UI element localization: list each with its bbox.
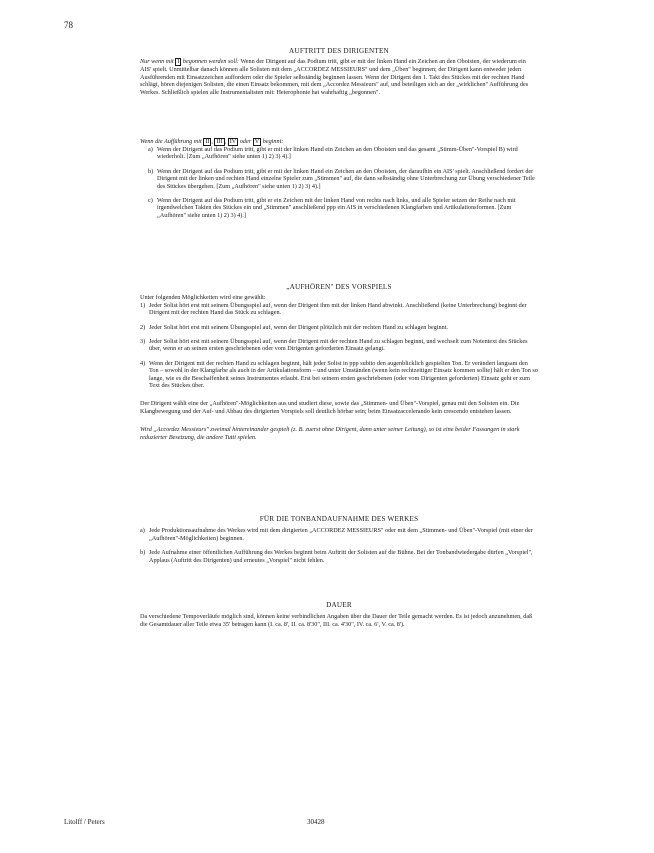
section-auftritt (140, 48, 538, 96)
list-item (140, 197, 538, 219)
list-item (140, 527, 538, 542)
item-text: Wenn der Dirigent mit der rechten Hand zu schlagen beginnt, hält jeder Solist in ppp subito den augenblicklich gespielten Ton. Er verändert langsam den Ton – sowohl in der Klangfarbe als auch in der Artikulationsform – und unter Umständen (wenn kein rechtzeitiger Einsatz kommen sollte) hält er den Ton so lange, wie es die Beschaffenheit seines Instrumentes erlaubt. Erst bei seinem ersten geschriebenen (oder vom Dirigenten geforderten) Einsatz geht er zum Text des Stückes über. (149, 359, 538, 390)
list-item (140, 549, 538, 564)
aufhoeren-italic-note: Wird „Accordez Messieurs" zweimal hintereinander gespielt (z. B. zuerst ohne Dirigent, dann unter seiner Leitung), so ist eine beider Fassungen in stark reduzierter Besetzung, die andere Tutti spielen. (140, 426, 520, 441)
item-text: Jeder Solist hört erst mit seinem Übungsspiel auf, wenn der Dirigent ihm mit der linken Hand abwinkt. Anschließend (keine Unterbrechung) beginnt der Dirigent mit der rechten Hand das Stück zu schlagen. (149, 301, 527, 317)
item-text: Jede Aufnahme einer öffentlichen Aufführung des Werkes beginnt beim Auftritt der Solisten auf die Bühne. Bei der Tonbandwiedergabe dürfen „Vorspiel", Applaus (Auftritt des Dirigenten) und erneutes „Vorspiel" nicht fehlen. (149, 549, 533, 564)
item-text: Jede Produktionsaufnahme des Werkes wird mit dem dirigierten „ACCORDEZ MESSIEURS" oder mit dem „Stimmen- und Üben"-Vorspiel (mit einer der „Aufhören"-Möglichkeiten) beginnen. (149, 527, 533, 542)
item-text: Wenn der Dirigent auf das Podium tritt, gibt er mit der linken Hand ein Zeichen an den Oboisten und das gesamt „Stimm-Üben"-Vorspiel B) wird wiederholt. [Zum „Aufhören" siehe unten 1) 2) 3) 4).] (157, 146, 518, 161)
item-label: b) (148, 167, 154, 175)
item-label: a) (148, 146, 153, 153)
heading-auftritt: AUFTRITT DES DIRIGENTEN (289, 47, 389, 55)
part-box-5: V (254, 138, 260, 145)
page-number: 78 (64, 20, 73, 30)
item-label: 1) (140, 301, 146, 309)
item-text: Wenn der Dirigent auf das Podium tritt, gibt er mit der linken Hand ein Zeichen an den Oboisten, der daraufhin ein AIS' spielt. Anschließend fordert der Dirigent mit der linken und rechten Hand einzelne Spieler zum „Stimmen" auf, die dann selbständig ohne Unterbrechung zur Übung verschiedener Teile des Stückes übergehen. [Zum „Aufhören" siehe unten 1) 2) 3) 4).] (157, 167, 535, 190)
item-label: c) (148, 197, 153, 205)
item-text: Jeder Solist hört erst mit seinem Übungsspiel auf, wenn der Dirigent plötzlich mit der rechten Hand zu schlagen beginnt. (149, 323, 448, 331)
auftritt-body: Wenn der Dirigent auf das Podium tritt, gibt er mit der linken Hand ein Zeichen an den Oboisten, der wiederum ein AIS' spielt. Unmittelbar danach können alle Solisten mit dem „ACCORDEZ MESSIEURS" und dem „Üben" beginnen; der Dirigent kann entweder jeden Ausführenden mit Einsatzzeichen auffordern oder die Spieler selbständig beginnen lassen. Wenn der Dirigent den 1. Takt des Stückes mit der rechten Hand schlägt, hören diejenigen Solisten, die einen Einsatz bekommen, mit dem „Accordez Messieurs" auf, und beteiligen sich an der „wirklichen" Aufführung des Werkes. Schließlich spielen alle Instrumentalisten mit: Heterophonie hat wahrhaftig „begonnen". (140, 58, 529, 96)
part-box-3: III (216, 138, 223, 145)
part-box-4: IV (229, 138, 237, 145)
options-lead-end: beginnt: (262, 138, 284, 145)
dauer-body: Da verschiedene Tempoverläufe möglich sind, können keine verbindlichen Angaben über die Dauer der Teile gemacht werden. Es ist jedoch anzunehmen, daß die Gesamtdauer aller Teile etwa 35' betragen kann (I. ca. 8', II. ca. 8'30", III. ca. 4'30", IV. ca. 6', V. ca. 8'). (140, 613, 533, 628)
separator-oder: oder (239, 138, 252, 145)
list-item (140, 338, 538, 353)
section-aufhoeren (140, 284, 538, 441)
heading-dauer: DAUER (326, 601, 352, 609)
list-item (140, 324, 538, 331)
item-label: 3) (140, 338, 146, 346)
heading-tonband: FÜR DIE TONBANDAUFNAHME DES WERKES (259, 515, 419, 523)
list-item (140, 146, 538, 161)
aufhoeren-intro: Unter folgenden Möglichkeiten wird eine gewählt: (140, 294, 266, 302)
publisher: Litolff / Peters (64, 818, 105, 826)
item-text: Wenn der Dirigent auf das Podium tritt, gibt er ein Zeichen mit der linken Hand von rechts nach links, und alle Spieler setzen der Reihe nach mit irgendwelchen Takten des Stückes ein und „Stimmen" anschließend ppp ein AIS in verschiedenen Klangfarben und Artikulationsformen. [Zum „Aufhören" siehe unten 1) 2) 3) 4).] (157, 197, 516, 219)
list-item (140, 360, 538, 390)
part-box-1: I (177, 58, 180, 66)
heading-aufhoeren: „AUFHÖREN" DES VORSPIELS (286, 283, 392, 291)
plate-number: 30428 (307, 818, 325, 826)
section-tonband (140, 516, 538, 564)
paragraph-auftritt (140, 58, 538, 96)
item-label: b) (140, 549, 146, 557)
options-lead (140, 138, 538, 146)
lead-italic-2: begonnen werden soll: (182, 58, 239, 66)
item-label: 4) (140, 359, 146, 367)
section-options (140, 138, 538, 219)
item-label: a) (140, 527, 145, 535)
part-box-2: II (205, 138, 210, 145)
aufhoeren-paragraph: Der Dirigent wählt eine der „Aufhören"-Möglichkeiten aus und studiert diese, sowie das „Stimmen- und Üben"-Vorspiel, genau mit den Solisten ein. Die Klangbewegung und der Auf- und Abbau des dirigierten Vorspiels soll deutlich hörbar sein; beim Einsatzaccelerando kein crescendo entstehen lassen. (140, 400, 520, 415)
item-text: Jeder Solist hört erst mit seinem Übungsspiel auf, wenn der Dirigent mit der rechten Hand zu schlagen beginnt, und wechselt zum Notentext des Stückes über, wenn er an seinen ersten geschriebenen oder vom Dirigenten geforderten Einsatz gelangt. (149, 338, 528, 353)
section-dauer (140, 602, 538, 628)
lead-italic: Nur wenn mit (140, 58, 174, 66)
separator: , (224, 138, 227, 145)
separator: , (211, 138, 213, 145)
list-item (140, 168, 538, 190)
item-label: 2) (140, 323, 146, 331)
options-lead-text: Wenn die Aufführung mit (140, 138, 202, 145)
list-item (140, 302, 538, 317)
